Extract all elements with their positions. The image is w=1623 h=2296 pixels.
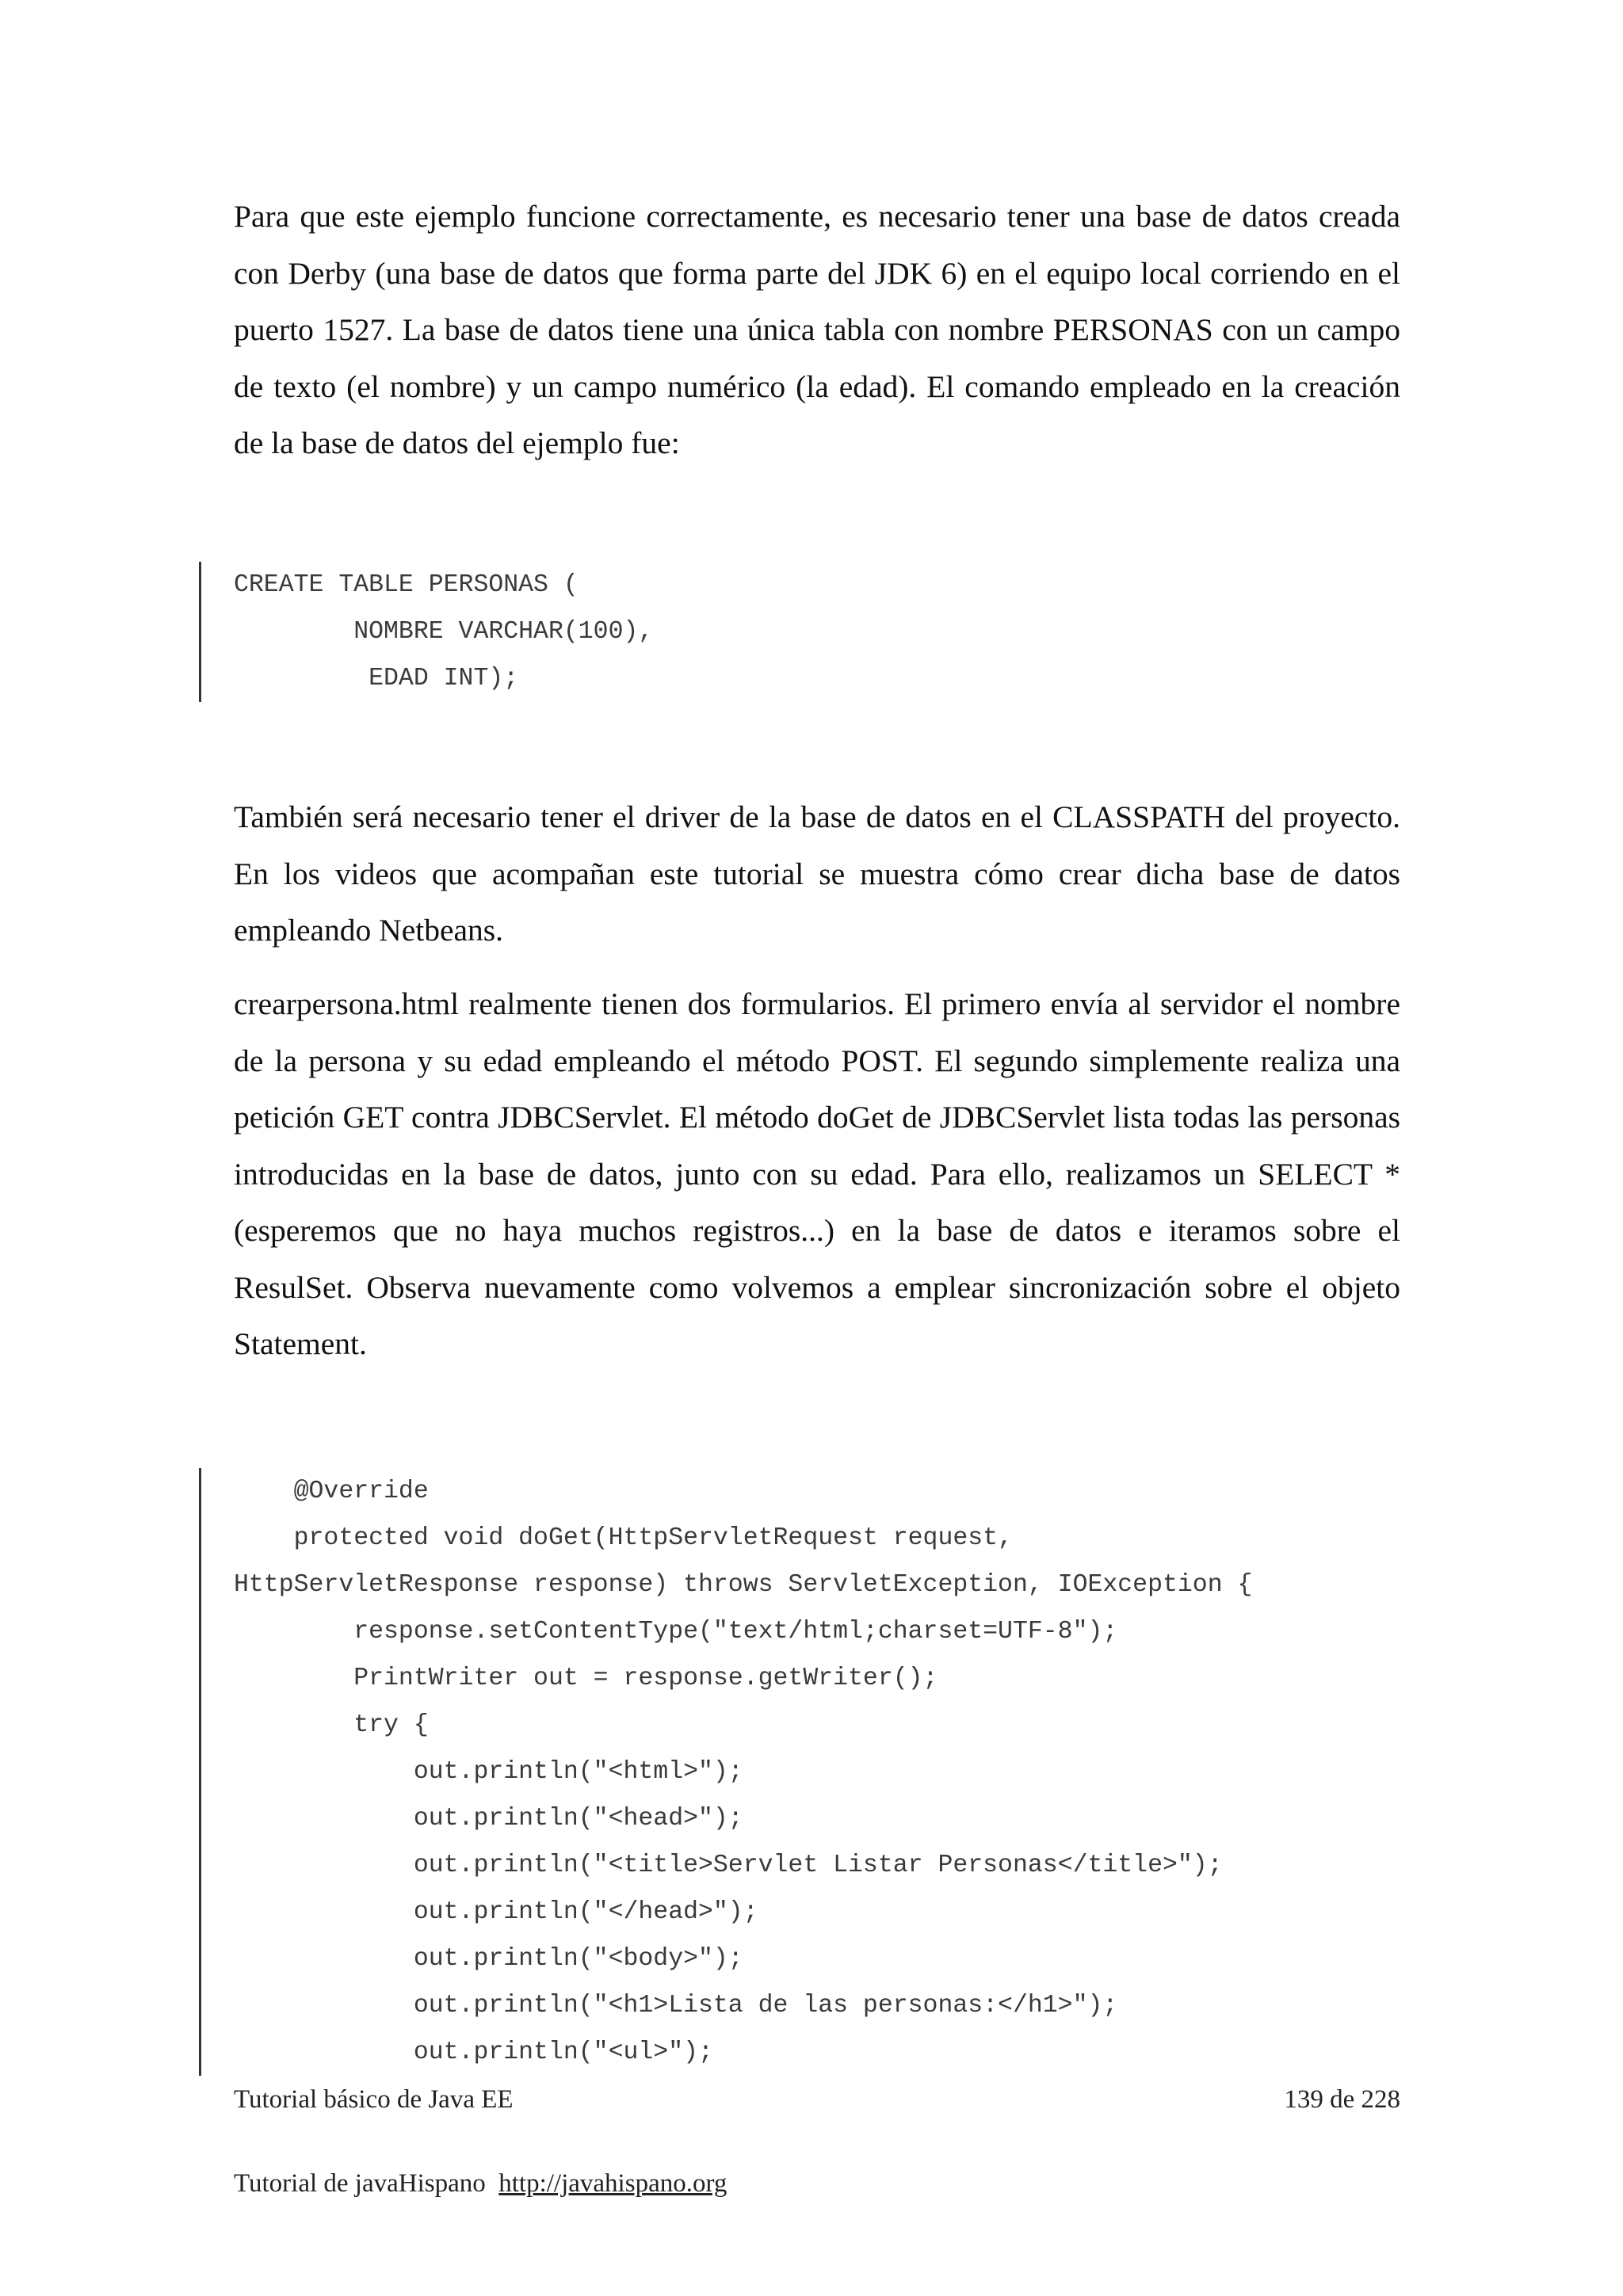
- footer-credit-text: Tutorial de javaHispano: [234, 2169, 486, 2198]
- code-line: out.println("<h1>Lista de las personas:</h1>");: [234, 1992, 1118, 2019]
- code-line: @Override: [234, 1478, 429, 1505]
- code-line: out.println("<head>");: [234, 1805, 743, 1833]
- intro-paragraph: Para que este ejemplo funcione correctamente, es necesario tener una base de datos creada con Derby (una base de datos que forma parte del JDK 6) en el equipo local corriendo en el puerto 1527. La base de datos tiene una única tabla con nombre PERSONAS con un campo de texto (el nombre) y un campo numérico (la edad). El comando empleado en la creación de la base de datos del ejemplo fue:: [234, 199, 1400, 460]
- java-code-block: [199, 1468, 1252, 2076]
- code-line: EDAD INT);: [234, 665, 519, 692]
- code-line: out.println("<ul>");: [234, 2039, 713, 2066]
- code-line: protected void doGet(HttpServletRequest request,: [234, 1524, 1013, 1552]
- footer-credit: [234, 2168, 727, 2199]
- code-line: NOMBRE VARCHAR(100),: [234, 618, 654, 646]
- doget-paragraph: crearpersona.html realmente tienen dos formularios. El primero envía al servidor el nombre de la persona y su edad empleando el método POST. El segundo simplemente realiza una petición GET contra JDBCServlet. El método doGet de JDBCServlet lista todas las personas introducidas en la base de datos, junto con su edad. Para ello, realizamos un SELECT * (esperemos que no haya muchos registros...) en la base de datos e iteramos sobre el ResulSet. Observa nuevamente como volvemos a emplear sincronización sobre el objeto Statement.: [234, 986, 1400, 1361]
- code-line: response.setContentType("text/html;charset=UTF-8");: [234, 1618, 1118, 1646]
- code-line: HttpServletResponse response) throws ServletException, IOException {: [234, 1571, 1253, 1599]
- footer-book-title: Tutorial básico de Java EE: [234, 2085, 514, 2114]
- code-line: out.println("<title>Servlet Listar Personas</title>");: [234, 1852, 1223, 1879]
- javahispano-link[interactable]: http://javahispano.org: [498, 2169, 727, 2198]
- footer-page-number: 139 de 228: [1284, 2085, 1400, 2114]
- code-line: PrintWriter out = response.getWriter();: [234, 1665, 938, 1692]
- code-line: out.println("<body>");: [234, 1945, 743, 1973]
- code-line: out.println("<html>");: [234, 1758, 743, 1786]
- sql-code-block: [199, 562, 653, 702]
- classpath-paragraph: También será necesario tener el driver de la base de datos en el CLASSPATH del proyecto. En los videos que acompañan este tutorial se muestra cómo crear dicha base de datos empleando Netbeans.: [234, 799, 1400, 948]
- code-line: CREATE TABLE PERSONAS (: [234, 571, 579, 599]
- code-line: try {: [234, 1711, 429, 1739]
- code-line: out.println("</head>");: [234, 1898, 758, 1926]
